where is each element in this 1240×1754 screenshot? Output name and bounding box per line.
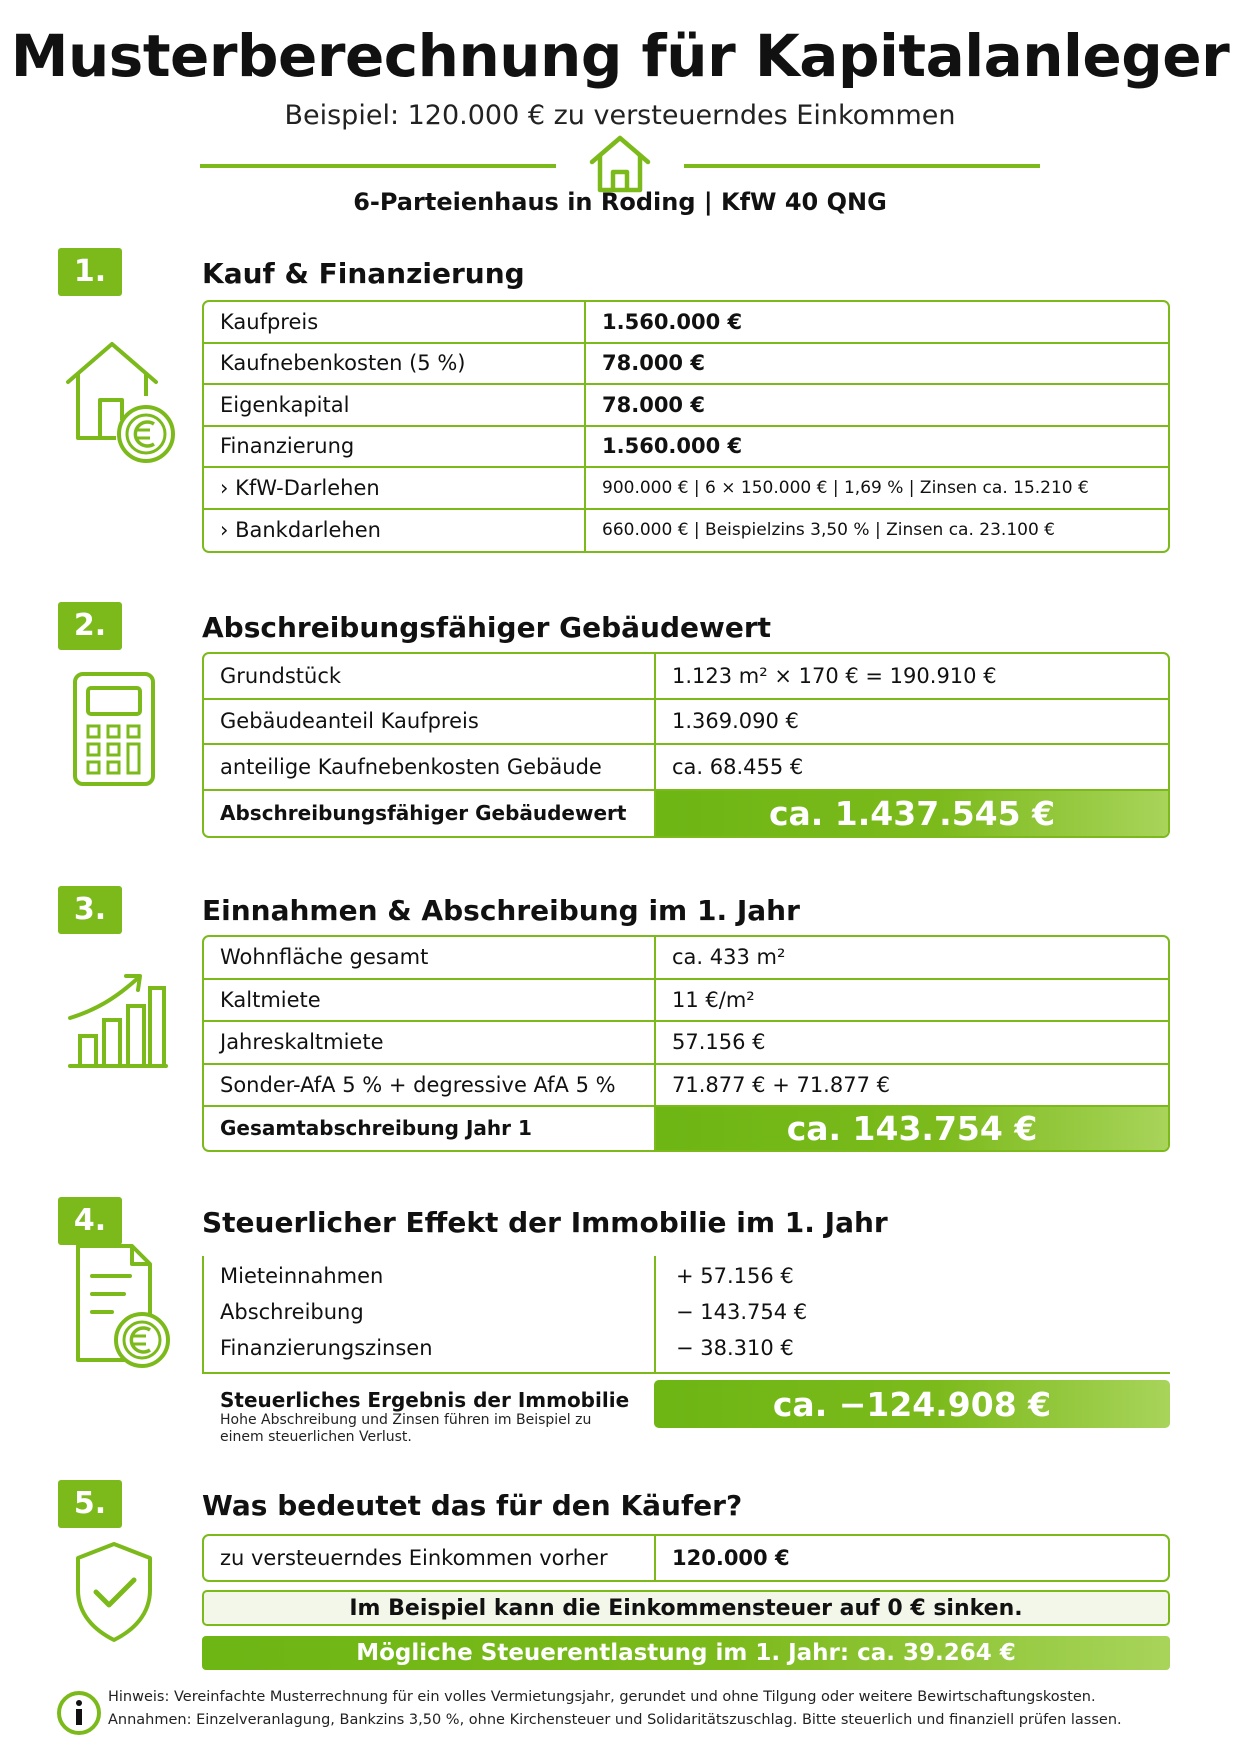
row-label: Eigenkapital bbox=[204, 385, 586, 425]
page-subtitle: Beispiel: 120.000 € zu versteuerndes Einkommen bbox=[284, 100, 956, 131]
house-icon bbox=[586, 134, 654, 194]
divider-left bbox=[200, 164, 556, 168]
table-row bbox=[204, 302, 1168, 344]
section-5-title: Was bedeutet das für den Käufer? bbox=[202, 1489, 743, 1522]
row-value: 71.877 € + 71.877 € bbox=[672, 1072, 890, 1097]
section-2-number: 2. bbox=[58, 602, 122, 650]
row-label: Kaltmiete bbox=[204, 980, 656, 1021]
row-value: + 57.156 € bbox=[676, 1264, 794, 1288]
section-5-number: 5. bbox=[58, 1480, 122, 1528]
table-row-total bbox=[204, 1107, 1168, 1150]
table-row bbox=[204, 1065, 1168, 1108]
section-1-number: 1. bbox=[58, 248, 122, 296]
row-value: − 38.310 € bbox=[676, 1336, 794, 1360]
row-label: anteilige Kaufnebenkosten Gebäude bbox=[204, 745, 656, 789]
section-3-number: 3. bbox=[58, 886, 122, 934]
row-label: Sonder-AfA 5 % + degressive AfA 5 % bbox=[204, 1065, 656, 1106]
total-value: ca. 143.754 € bbox=[656, 1107, 1168, 1150]
row-value: 1.369.090 € bbox=[672, 709, 799, 734]
tax-relief-banner: Mögliche Steuerentlastung im 1. Jahr: ca. 39.264 € bbox=[202, 1636, 1170, 1670]
row-label: Mieteinnahmen bbox=[220, 1264, 384, 1288]
result-value: ca. −124.908 € bbox=[654, 1380, 1170, 1428]
divider-right bbox=[684, 164, 1040, 168]
column-divider bbox=[654, 1256, 656, 1374]
row-label: Wohnfläche gesamt bbox=[204, 937, 656, 978]
row-value: 660.000 € | Beispielzins 3,50 % | Zinsen ca. 23.100 € bbox=[602, 520, 1055, 541]
row-value: 1.560.000 € bbox=[602, 434, 743, 459]
result-label: Steuerliches Ergebnis der Immobilie bbox=[220, 1388, 630, 1412]
section-2-title: Abschreibungsfähiger Gebäudewert bbox=[202, 611, 772, 644]
info-icon bbox=[56, 1690, 102, 1736]
row-label: Kaufnebenkosten (5 %) bbox=[204, 344, 586, 384]
table-row bbox=[204, 1022, 1168, 1065]
row-label: Finanzierungszinsen bbox=[220, 1336, 433, 1360]
section-3-title: Einnahmen & Abschreibung im 1. Jahr bbox=[202, 894, 800, 927]
document-euro-icon bbox=[72, 1240, 172, 1372]
building-value-table bbox=[202, 652, 1170, 838]
section-4-title: Steuerlicher Effekt der Immobilie im 1. Jahr bbox=[202, 1206, 888, 1239]
table-row bbox=[204, 980, 1168, 1023]
row-value: − 143.754 € bbox=[676, 1300, 808, 1324]
row-value: 78.000 € bbox=[602, 392, 705, 417]
table-row bbox=[204, 1536, 1168, 1580]
row-value: 78.000 € bbox=[602, 351, 705, 376]
row-label: Grundstück bbox=[204, 654, 656, 698]
house-euro-icon bbox=[64, 338, 176, 466]
table-row bbox=[204, 510, 1168, 552]
income-depreciation-table bbox=[202, 935, 1170, 1152]
result-note: Hohe Abschreibung und Zinsen führen im Beispiel zu einem steuerlichen Verlust. bbox=[220, 1412, 592, 1445]
property-headline: 6-Parteienhaus in Roding | KfW 40 QNG bbox=[353, 188, 887, 216]
table-row bbox=[204, 344, 1168, 386]
row-label: Kaufpreis bbox=[204, 302, 586, 342]
table-row bbox=[204, 937, 1168, 980]
table-row-total bbox=[204, 791, 1168, 837]
footer-line-1: Hinweis: Vereinfachte Musterrechnung für ein volles Vermietungsjahr, gerundet und ohne Tilgung oder weitere Bewirtschaftungskosten. bbox=[108, 1689, 1096, 1705]
row-value: 120.000 € bbox=[672, 1546, 790, 1570]
table-row bbox=[204, 654, 1168, 700]
footer-line-2: Annahmen: Einzelveranlagung, Bankzins 3,50 %, ohne Kirchensteuer und Solidaritätszuschlag. Bitte steuerlich und finanziell prüfen lassen. bbox=[108, 1712, 1122, 1728]
total-label: Abschreibungsfähiger Gebäudewert bbox=[204, 791, 656, 837]
row-value: 1.123 m² × 170 € = 190.910 € bbox=[672, 663, 997, 688]
row-label: Finanzierung bbox=[204, 427, 586, 467]
financing-table bbox=[202, 300, 1170, 553]
row-value: 11 €/m² bbox=[672, 987, 755, 1012]
row-label: zu versteuerndes Einkommen vorher bbox=[204, 1536, 656, 1580]
table-row bbox=[204, 385, 1168, 427]
table-row bbox=[204, 700, 1168, 746]
row-label: › Bankdarlehen bbox=[204, 510, 586, 552]
row-label: Gebäudeanteil Kaufpreis bbox=[204, 700, 656, 744]
bar-chart-growth-icon bbox=[66, 970, 170, 1070]
row-label: Jahreskaltmiete bbox=[204, 1022, 656, 1063]
section-1-title: Kauf & Finanzierung bbox=[202, 257, 525, 290]
row-value: ca. 68.455 € bbox=[672, 754, 804, 779]
row-value: 57.156 € bbox=[672, 1030, 766, 1055]
table-row bbox=[204, 427, 1168, 469]
buyer-table bbox=[202, 1534, 1170, 1582]
calculator-icon bbox=[70, 670, 160, 790]
tax-statement: Im Beispiel kann die Einkommensteuer auf 0 € sinken. bbox=[202, 1590, 1170, 1626]
footer-note bbox=[108, 1686, 1122, 1732]
row-value: 1.560.000 € bbox=[602, 309, 743, 334]
page-title: Musterberechnung für Kapitalanleger bbox=[10, 22, 1230, 90]
table-row bbox=[204, 468, 1168, 510]
row-value: 900.000 € | 6 × 150.000 € | 1,69 % | Zinsen ca. 15.210 € bbox=[602, 477, 1089, 498]
total-value: ca. 1.437.545 € bbox=[656, 791, 1168, 837]
shield-check-icon bbox=[72, 1540, 156, 1644]
section-4-number: 4. bbox=[58, 1197, 122, 1245]
table-row bbox=[204, 745, 1168, 791]
total-label: Gesamtabschreibung Jahr 1 bbox=[204, 1107, 656, 1150]
row-value: ca. 433 m² bbox=[672, 945, 786, 970]
row-label: › KfW-Darlehen bbox=[204, 468, 586, 508]
row-label: Abschreibung bbox=[220, 1300, 364, 1324]
